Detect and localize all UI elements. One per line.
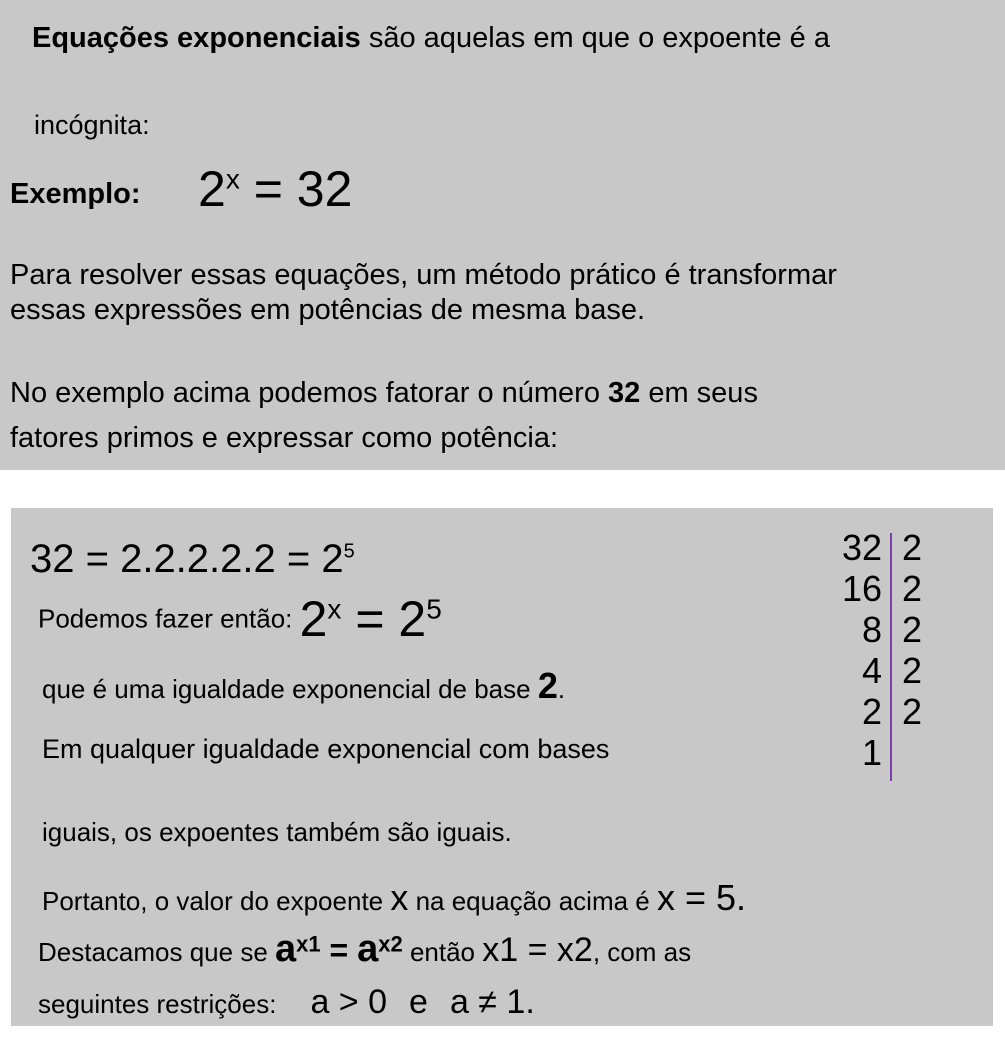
restricoes-line: seguintes restrições: a > 0 e a ≠ 1. [38, 983, 535, 1021]
podemos-line: Podemos fazer então: $2^x = 2^5$ [38, 591, 442, 647]
division-factor: 2 [902, 568, 923, 609]
restriction-a-gt-0: a > 0 [310, 983, 388, 1021]
intro-bold: Equações exponenciais [32, 22, 361, 54]
portanto-line: Portanto, o valor do expoente x na equação acima é x = 5. [42, 877, 747, 918]
answer-x-5: x = 5. [656, 877, 747, 918]
intro-line-2: incógnita: [34, 110, 150, 140]
base-line: que é uma igualdade exponencial de base 2. [42, 665, 566, 706]
intro-rest: são aquelas em que o expoente é a [360, 22, 830, 54]
division-number: 2 [861, 691, 882, 732]
division-factor: 2 [902, 609, 923, 650]
intro-line-1 [32, 22, 830, 55]
para1-line-1: Para resolver essas equações, um método prático é transformar [10, 259, 837, 291]
division-line [890, 533, 892, 781]
division-number: 4 [861, 650, 882, 691]
example-exponent: x [225, 163, 240, 195]
number-32: 32 [608, 377, 641, 409]
division-number: 8 [861, 609, 882, 650]
division-factor: 2 [902, 691, 923, 732]
iguais-line: iguais, os expoentes também são iguais. [42, 817, 512, 847]
para1-line-2: essas expressões em potências de mesma base. [10, 294, 646, 326]
factor-line: $32 = 2.2.2.2.2 = 2^5$ [30, 537, 355, 581]
destacamos-line: Destacamos que se $a^{x1} = a^{x2}$ então x1 = x2, com as [38, 928, 692, 970]
division-factor: 2 [902, 650, 923, 691]
example-equation: $2^x = 32$ [198, 161, 353, 217]
division-factor: 2 [902, 527, 923, 568]
qualquer-line: Em qualquer igualdade exponencial com bases [42, 734, 610, 764]
equation-2x-25: $2^x = 2^5$ [299, 591, 442, 647]
para2-line-2: fatores primos e expressar como potência: [10, 422, 559, 454]
para2-line-1: No exemplo acima podemos fatorar o número 32 em seus [10, 377, 758, 409]
division-number: 16 [841, 568, 882, 609]
example-label: Exemplo: [10, 178, 141, 210]
division-number: 1 [861, 732, 882, 773]
restriction-a-neq-1: a ≠ 1. [449, 983, 535, 1021]
division-number: 32 [841, 527, 882, 568]
